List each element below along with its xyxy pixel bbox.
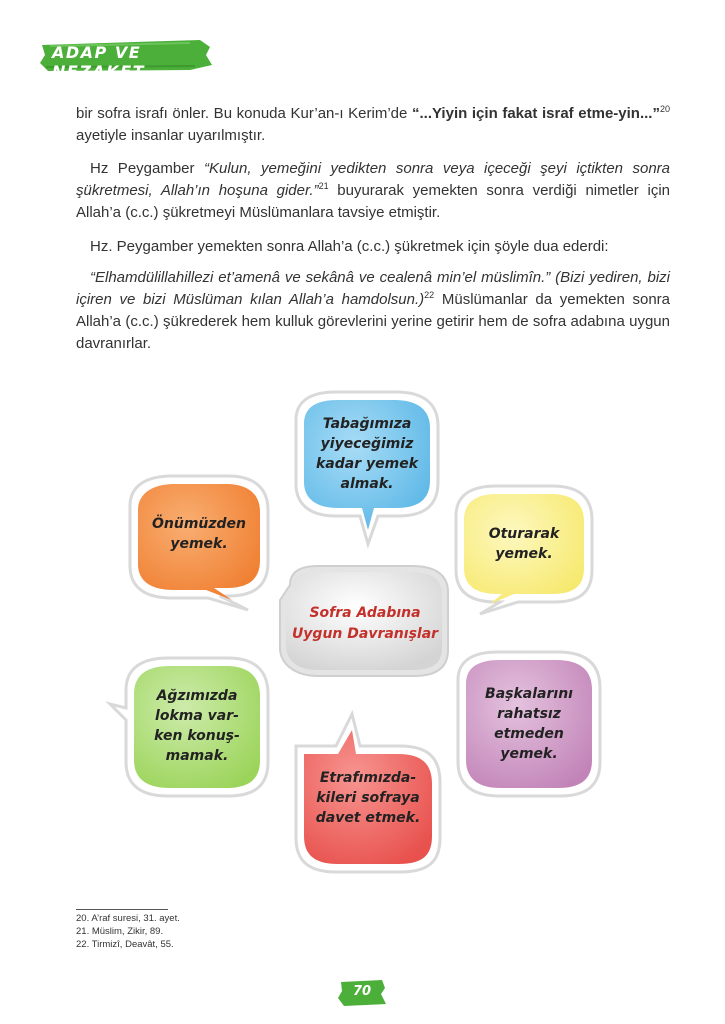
paragraph-text: Müslümanlar da yemekten sonra Allah’a (c.c.) şükrederek hem kulluk görevlerini yerine getirir hem de sofra adabına uygun davranırlar.	[76, 291, 671, 352]
ayah-quote: “...Yiyin için fakat israf etme-yin...”	[411, 105, 660, 122]
bubble-line: Ağzımızda	[156, 688, 238, 704]
page-number: 70	[352, 984, 372, 999]
footnote-22: 22. Tirmizî, Deavât, 55.	[76, 939, 174, 950]
bubble-line: yiyeceğimiz	[320, 436, 414, 452]
bubble-line: ken konuş-	[154, 728, 240, 744]
bubble-line: davet etmek.	[315, 810, 421, 826]
bubble-line: almak.	[340, 476, 394, 492]
footnote-21: 21. Müslim, Zikir, 89.	[76, 926, 164, 937]
section-title: ADAP VE NEZAKET	[52, 43, 146, 81]
bubble-line: etmeden	[494, 726, 564, 742]
bubble-line: kileri sofraya	[316, 790, 420, 806]
bubble-line: yemek.	[500, 746, 558, 762]
center-title-line: Uygun Davranışlar	[291, 626, 439, 642]
paragraph-text: Hz Peygamber	[90, 160, 204, 177]
bubble-line: mamak.	[165, 748, 229, 764]
footnote-divider	[76, 909, 168, 910]
bubble-line: Başkalarını	[485, 686, 573, 702]
diagram-center-title	[280, 603, 450, 645]
bubble-line: yemek.	[170, 536, 228, 552]
bubble-bottom-left-text	[134, 686, 260, 766]
bubble-line: Tabağımıza	[322, 416, 412, 432]
footnote-ref: 20	[659, 104, 670, 114]
bubble-top-left-text	[138, 514, 260, 554]
bubble-line: rahatsız	[497, 706, 561, 722]
bubble-line: yemek.	[495, 546, 553, 562]
footnote-ref: 21	[318, 181, 329, 191]
paragraph-3: Hz. Peygamber yemekten sonra Allah’a (c.c.) şükretmek için şöyle dua ederdi:	[90, 238, 609, 255]
footnote-ref: 22	[424, 290, 435, 300]
bubble-line: lokma var-	[155, 708, 239, 724]
footnotes	[76, 912, 180, 951]
center-title-line: Sofra Adabına	[309, 605, 421, 621]
hadith-quote: “Kulun, yemeğini yedikten sonra veya içeceği şeyi içtikten sonra şükretmesi, Allah’ın hoşuna gider.”	[76, 160, 671, 199]
page-number-badge	[338, 978, 386, 1008]
bubble-line: Etrafımızda-	[319, 770, 417, 786]
bubble-bottom-right-text	[466, 684, 592, 764]
bubble-top-right-text	[464, 524, 584, 564]
bubble-line: Oturarak	[488, 526, 560, 542]
prayer-quote: “Elhamdülillahillezi et’amenâ ve sekânâ ve cealenâ min’el müslimîn.” (Bizi yediren, bizi içiren ve bizi Müslüman kılan Allah’a hamdolsun.)	[76, 269, 670, 308]
bubble-bottom-text	[304, 768, 432, 828]
bubble-top-text	[304, 414, 430, 494]
paragraph-text: buyurarak yemekten sonra verdiği nimetler için Allah’a (c.c.) şükretmeyi Müslümanlara tavsiye etmiştir.	[76, 182, 670, 221]
bubble-line: kadar yemek	[315, 456, 419, 472]
bubble-line: Önümüzden	[151, 516, 247, 532]
paragraph-text: bir sofra israfı önler. Bu konuda Kur’an-ı Kerim’de	[76, 105, 412, 122]
paragraph-text: ayetiyle insanlar uyarılmıştır.	[76, 127, 266, 144]
footnote-20: 20. A’raf suresi, 31. ayet.	[76, 913, 180, 924]
